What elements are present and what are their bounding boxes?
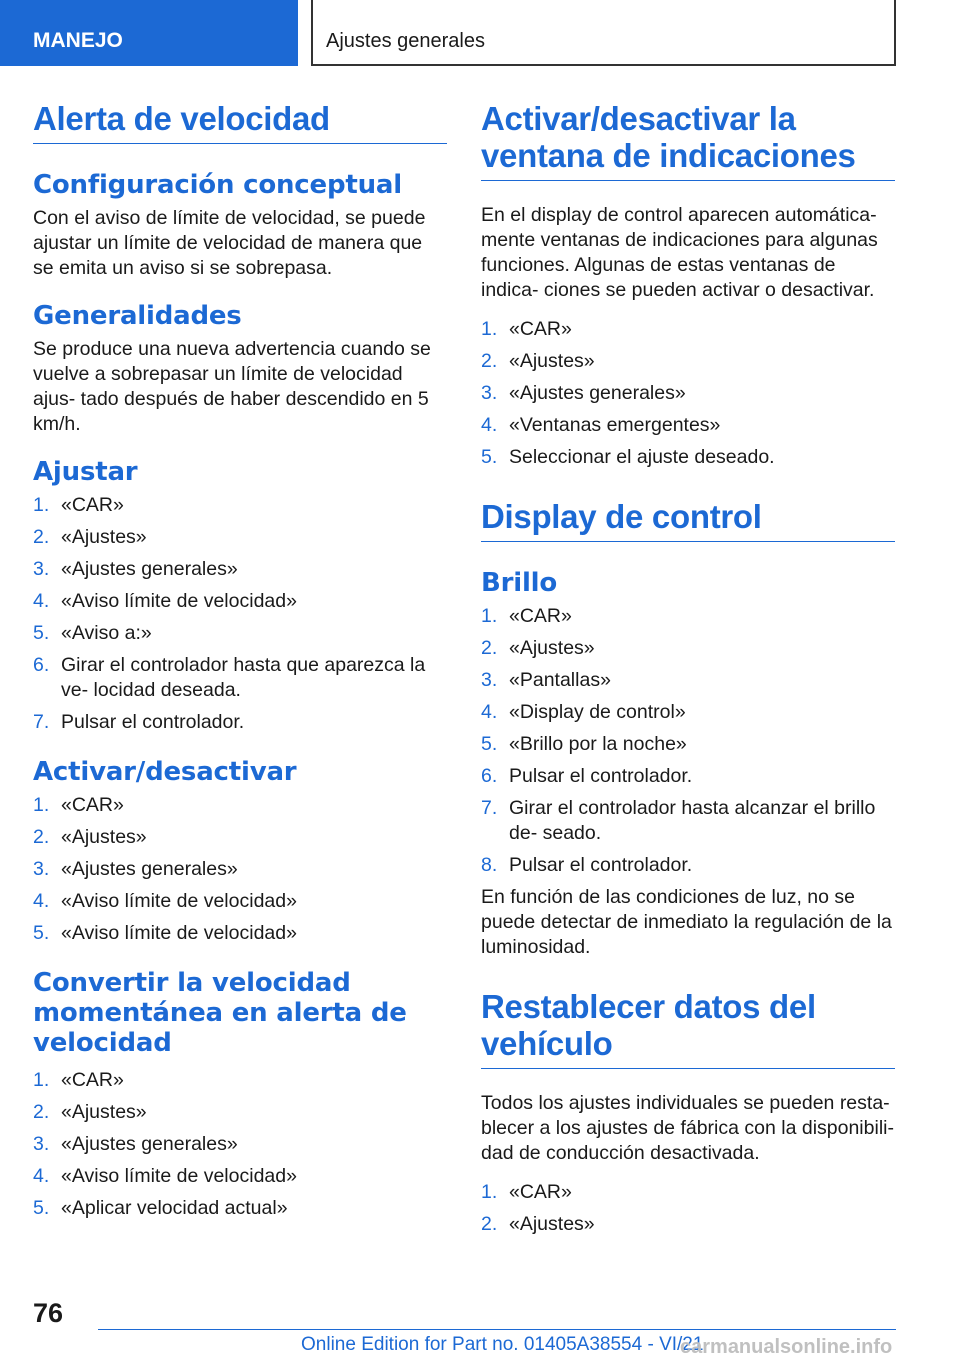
step-text: «CAR» <box>509 1181 572 1203</box>
list-step <box>481 796 895 846</box>
list-step <box>33 889 447 914</box>
step-number: 5. <box>33 1197 50 1219</box>
step-text: «Ventanas emergentes» <box>509 414 721 436</box>
paragraph-general: Se produce una nueva advertencia cuando se vuelve a sobrepasar un límite de velocidad ajus- tado después de haber descendido en 5 km/h. <box>33 338 431 435</box>
section-title-display: Display de control <box>481 498 895 542</box>
page-header <box>0 0 960 66</box>
step-number: 4. <box>33 1165 50 1187</box>
step-text: Girar el controlador hasta alcanzar el brillo de- seado. <box>509 797 876 844</box>
heading-brightness: Brillo <box>481 568 558 598</box>
page-number: 76 <box>33 1298 64 1328</box>
heading-convert: Convertir la velocidad momentánea en alerta de velocidad <box>33 968 407 1058</box>
step-number: 2. <box>481 637 498 659</box>
step-number: 4. <box>481 701 498 723</box>
step-number: 3. <box>481 669 498 691</box>
step-text: «CAR» <box>61 794 124 816</box>
step-number: 5. <box>33 622 50 644</box>
step-number: 5. <box>481 733 498 755</box>
paragraph-brightness-note: En función de las condiciones de luz, no se puede detectar de inmediato la regulación de la luminosidad. <box>481 886 892 958</box>
heading-concept: Configuración conceptual <box>33 170 402 200</box>
step-number: 4. <box>33 590 50 612</box>
list-step <box>33 1196 447 1221</box>
step-number: 3. <box>33 558 50 580</box>
list-step <box>481 413 895 438</box>
list-convert <box>33 1068 447 1221</box>
step-text: «Ajustes generales» <box>61 558 238 580</box>
step-number: 4. <box>33 890 50 912</box>
list-brightness <box>481 604 895 878</box>
list-step <box>33 921 447 946</box>
step-text: «Aviso límite de velocidad» <box>61 590 297 612</box>
step-text: «Ajustes» <box>509 1213 595 1235</box>
step-text: «Ajustes» <box>509 637 595 659</box>
step-number: 1. <box>481 318 498 340</box>
list-step <box>481 732 895 757</box>
list-step <box>481 604 895 629</box>
section-title-reset: Restablecer datos del vehículo <box>481 988 895 1069</box>
step-text: «Ajustes generales» <box>61 858 238 880</box>
step-number: 7. <box>33 711 50 733</box>
list-step <box>481 853 895 878</box>
list-step <box>481 1212 895 1237</box>
step-text: «Aviso límite de velocidad» <box>61 922 297 944</box>
step-text: «Display de control» <box>509 701 686 723</box>
list-window <box>481 317 895 470</box>
list-step <box>481 1180 895 1205</box>
list-step <box>33 621 447 646</box>
step-text: «Ajustes» <box>61 526 147 548</box>
list-step <box>481 381 895 406</box>
list-step <box>33 1068 447 1093</box>
step-text: «CAR» <box>509 318 572 340</box>
step-text: «CAR» <box>61 1069 124 1091</box>
step-text: «Aviso límite de velocidad» <box>61 890 297 912</box>
edition-text: Online Edition for Part no. 01405A38554 - VI/21 <box>301 1334 704 1355</box>
list-step <box>481 349 895 374</box>
list-step <box>481 445 895 470</box>
list-step <box>33 1164 447 1189</box>
step-number: 1. <box>481 605 498 627</box>
step-number: 1. <box>33 794 50 816</box>
section-tab: MANEJO <box>0 0 298 66</box>
step-text: Girar el controlador hasta que aparezca la ve- locidad deseada. <box>61 654 426 701</box>
list-step <box>33 653 447 703</box>
list-step <box>481 764 895 789</box>
step-text: «Ajustes» <box>61 826 147 848</box>
section-title-window: Activar/desactivar la ventana de indicaciones <box>481 100 895 181</box>
heading-toggle: Activar/desactivar <box>33 757 297 787</box>
step-number: 4. <box>481 414 498 436</box>
chapter-title: Ajustes generales <box>311 0 896 66</box>
step-number: 1. <box>481 1181 498 1203</box>
step-number: 2. <box>481 1213 498 1235</box>
step-text: «Aviso límite de velocidad» <box>61 1165 297 1187</box>
list-step <box>481 636 895 661</box>
paragraph-window: En el display de control aparecen automática- mente ventanas de indicaciones para algunas funciones. Algunas de estas ventanas de indica- ciones se pueden activar o desactivar. <box>481 204 878 301</box>
step-text: Pulsar el controlador. <box>61 711 245 733</box>
step-number: 3. <box>33 858 50 880</box>
step-text: «Ajustes generales» <box>509 382 686 404</box>
list-step <box>33 525 447 550</box>
footer-divider <box>98 1329 896 1330</box>
list-step <box>481 317 895 342</box>
step-number: 6. <box>481 765 498 787</box>
list-step <box>481 668 895 693</box>
step-number: 6. <box>33 654 50 676</box>
list-step <box>33 589 447 614</box>
step-number: 1. <box>33 494 50 516</box>
step-number: 2. <box>33 1101 50 1123</box>
step-text: «Ajustes generales» <box>61 1133 238 1155</box>
step-text: «Pantallas» <box>509 669 611 691</box>
step-text: Pulsar el controlador. <box>509 765 693 787</box>
heading-adjust: Ajustar <box>33 457 138 487</box>
step-number: 5. <box>481 446 498 468</box>
list-step <box>33 857 447 882</box>
list-step <box>33 493 447 518</box>
list-step <box>33 710 447 735</box>
step-text: «CAR» <box>61 494 124 516</box>
step-text: «Aviso a:» <box>61 622 152 644</box>
watermark: carmanualsonline.info <box>680 1336 893 1358</box>
list-step <box>481 700 895 725</box>
list-adjust <box>33 493 447 735</box>
step-number: 3. <box>33 1133 50 1155</box>
step-number: 3. <box>481 382 498 404</box>
section-title-speed-alert: Alerta de velocidad <box>33 100 447 144</box>
step-text: «Ajustes» <box>509 350 595 372</box>
step-number: 8. <box>481 854 498 876</box>
step-text: «CAR» <box>509 605 572 627</box>
step-number: 2. <box>481 350 498 372</box>
list-step <box>33 825 447 850</box>
step-number: 2. <box>33 826 50 848</box>
step-number: 1. <box>33 1069 50 1091</box>
step-text: «Aplicar velocidad actual» <box>61 1197 288 1219</box>
paragraph-reset: Todos los ajustes individuales se pueden resta- blecer a los ajustes de fábrica con la disponibili- dad de conducción desactivada. <box>481 1092 894 1164</box>
left-column <box>33 100 447 1228</box>
step-text: «Brillo por la noche» <box>509 733 687 755</box>
step-number: 2. <box>33 526 50 548</box>
heading-general: Generalidades <box>33 301 242 331</box>
step-number: 5. <box>33 922 50 944</box>
list-reset <box>481 1180 895 1237</box>
step-text: Seleccionar el ajuste deseado. <box>509 446 775 468</box>
list-step <box>33 1132 447 1157</box>
right-column <box>481 100 895 1244</box>
paragraph-concept: Con el aviso de límite de velocidad, se puede ajustar un límite de velocidad de manera que se emita un aviso si se sobrepasa. <box>33 207 426 279</box>
list-step <box>33 1100 447 1125</box>
step-text: «Ajustes» <box>61 1101 147 1123</box>
step-text: Pulsar el controlador. <box>509 854 693 876</box>
list-step <box>33 557 447 582</box>
list-toggle <box>33 793 447 946</box>
step-number: 7. <box>481 797 498 819</box>
list-step <box>33 793 447 818</box>
